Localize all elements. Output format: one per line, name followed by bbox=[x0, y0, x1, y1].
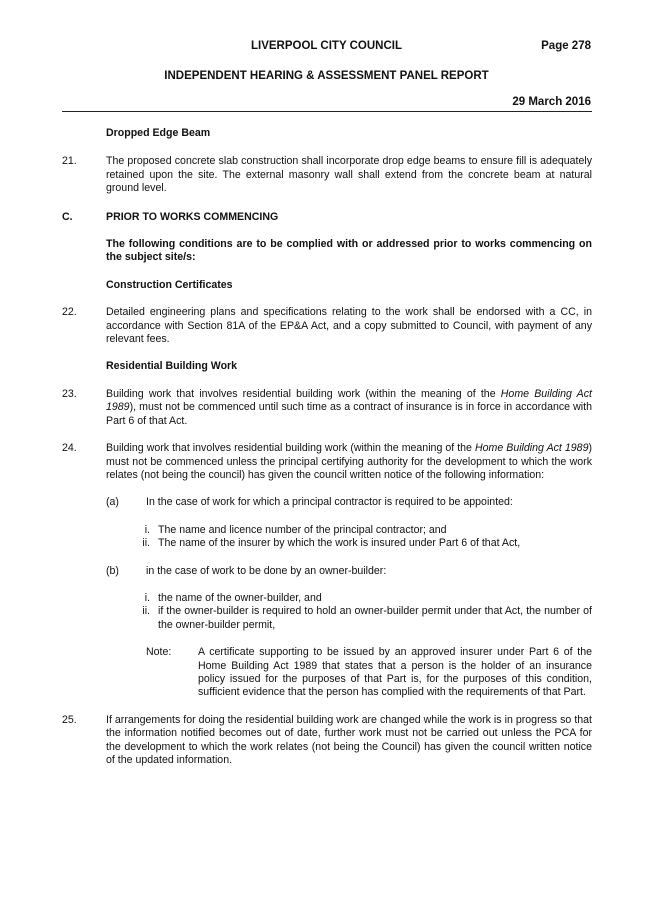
subclause-b bbox=[106, 565, 592, 578]
subclause-a bbox=[106, 496, 592, 509]
note-label: Note: bbox=[146, 646, 172, 659]
text-segment: Building work that involves residential building work (within the meaning of the bbox=[106, 442, 475, 455]
page-number: Page 278 bbox=[541, 40, 591, 52]
note-text: A certificate supporting to be issued by an approved insurer under Part 6 of the Home Building Act 1989 that states that a person is the holder of an insurance policy issued for the purposes of that Part is, for the purposes of this condition, sufficient evidence that the person has complied with the requirements of that Part. bbox=[198, 646, 592, 699]
subclause-a-ii bbox=[134, 537, 592, 550]
condition-number: 21. bbox=[62, 155, 77, 168]
header-rule bbox=[62, 111, 592, 112]
text-segment: Building work that involves residential building work (within the meaning of the bbox=[106, 387, 501, 400]
heading-construction-certificates: Construction Certificates bbox=[106, 278, 233, 291]
condition-number: 24. bbox=[62, 442, 77, 455]
note bbox=[146, 646, 592, 700]
document-body bbox=[62, 127, 592, 767]
condition-number: 23. bbox=[62, 387, 77, 400]
roman-label: i. bbox=[144, 591, 150, 604]
condition-text bbox=[106, 388, 592, 428]
condition-22 bbox=[62, 306, 592, 346]
condition-text: The proposed concrete slab construction shall incorporate drop edge beams to ensure fill is adequately retained upon the site. The external masonry wall shall extend from the concrete beam at natural ground level. bbox=[106, 155, 592, 195]
subclause-text: In the case of work for which a principal contractor is required to be appointed: bbox=[146, 496, 513, 509]
section-intro: The following conditions are to be complied with or addressed prior to works commencing on the subject site/s: bbox=[106, 238, 592, 264]
condition-text: If arrangements for doing the residential building work are changed while the work is in progress so that the information notified becomes out of date, further work must not be carried out unless the PCA for the development to which the work relates (not being the Council) has given the council written notice of the updated information. bbox=[106, 713, 592, 766]
roman-label: ii. bbox=[142, 605, 150, 618]
text-segment: ), must not be commenced until such time as a contract of insurance is in force in accordance with Part 6 of that Act. bbox=[106, 401, 592, 427]
roman-text: if the owner-builder is required to hold an owner-builder permit under that Act, the number of the owner-builder permit, bbox=[158, 605, 592, 631]
report-title: INDEPENDENT HEARING & ASSESSMENT PANEL REPORT bbox=[164, 70, 489, 82]
council-name: LIVERPOOL CITY COUNCIL bbox=[250, 40, 402, 52]
roman-text: the name of the owner-builder, and bbox=[158, 591, 322, 604]
condition-21 bbox=[62, 155, 592, 195]
heading-dropped-edge-beam: Dropped Edge Beam bbox=[106, 127, 211, 139]
condition-24 bbox=[62, 442, 592, 482]
subclause-label: (b) bbox=[106, 564, 119, 577]
condition-number: 25. bbox=[62, 713, 77, 726]
report-date: 29 March 2016 bbox=[512, 96, 591, 108]
roman-text: The name of the insurer by which the work is insured under Part 6 of that Act, bbox=[158, 537, 521, 550]
subclause-a-i bbox=[134, 524, 592, 537]
text-segment: ) must not be commenced unless the principal certifying authority for the development to which the work relates (not being the council) has given the council written notice of the following information: bbox=[106, 442, 592, 481]
roman-label: i. bbox=[144, 523, 150, 536]
act-name: Home Building Act 1989 bbox=[474, 442, 589, 455]
subclause-b-ii bbox=[134, 605, 592, 632]
act-name: Home Building Act 1989 bbox=[106, 387, 592, 414]
roman-label: ii. bbox=[142, 537, 150, 550]
condition-number: 22. bbox=[62, 306, 77, 319]
heading-residential-building-work: Residential Building Work bbox=[106, 360, 238, 373]
condition-23 bbox=[62, 388, 592, 428]
condition-text: Detailed engineering plans and specifications relating to the work shall be endorsed with a CC, in accordance with Section 81A of the EP&A Act, and a copy submitted to Council, with payment of any relevant fees. bbox=[106, 306, 592, 346]
roman-text: The name and licence number of the principal contractor; and bbox=[158, 523, 447, 536]
section-letter: C. bbox=[62, 210, 73, 223]
condition-25 bbox=[62, 714, 592, 768]
section-c-heading bbox=[62, 211, 592, 224]
subclause-b-i bbox=[134, 592, 592, 605]
section-title: PRIOR TO WORKS COMMENCING bbox=[106, 210, 279, 223]
condition-text bbox=[106, 442, 592, 482]
subclause-label: (a) bbox=[106, 496, 119, 509]
subclause-text: in the case of work to be done by an owner-builder: bbox=[146, 564, 387, 577]
